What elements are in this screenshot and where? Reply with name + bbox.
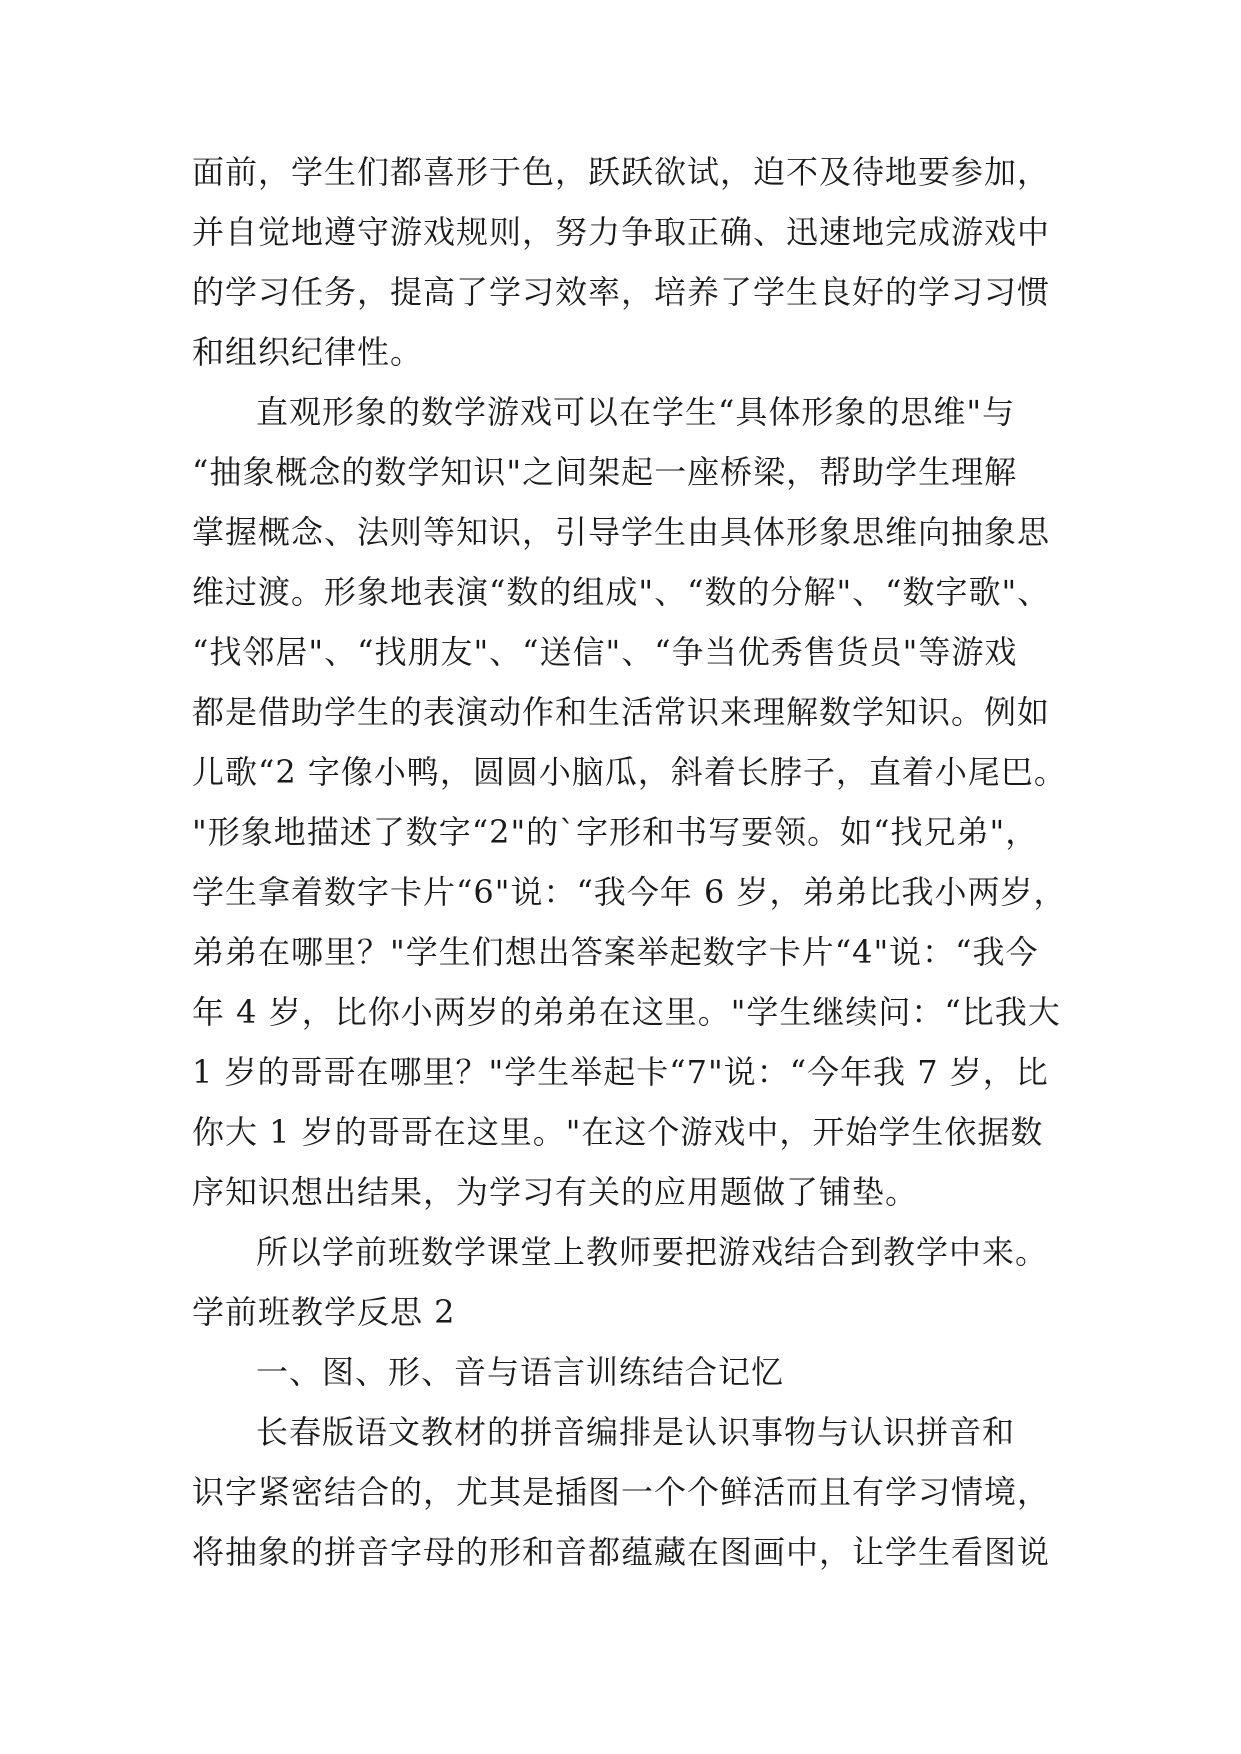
subsection-heading: 一、图、形、音与语言训练结合记忆 bbox=[256, 1353, 785, 1391]
text-line: "形象地描述了数字“2"的`字形和书写要领。如“找兄弟"， bbox=[192, 813, 1039, 851]
text-line: 面前，学生们都喜形于色，跃跃欲试，迫不及待地要参加， bbox=[192, 153, 1051, 191]
paragraph-start-line: 长春版语文教材的拼音编排是认识事物与认识拼音和 bbox=[256, 1413, 1016, 1451]
text-line: 学生拿着数字卡片“6"说：“我今年 6 岁，弟弟比我小两岁， bbox=[192, 873, 1067, 911]
text-line: “抽象概念的数学知识"之间架起一座桥梁，帮助学生理解 bbox=[192, 453, 1018, 491]
section-title: 学前班教学反思 2 bbox=[192, 1293, 456, 1331]
paragraph-start-line: 所以学前班数学课堂上教师要把游戏结合到教学中来。 bbox=[256, 1233, 1049, 1271]
text-line: 掌握概念、法则等知识，引导学生由具体形象思维向抽象思 bbox=[192, 513, 1051, 551]
text-line: 年 4 岁，比你小两岁的弟弟在这里。"学生继续问：“比我大 bbox=[192, 993, 1061, 1031]
text-line: 都是借助学生的表演动作和生活常识来理解数学知识。例如 bbox=[192, 693, 1051, 731]
text-line: 弟弟在哪里？"学生们想出答案举起数字卡片“4"说：“我今 bbox=[192, 933, 1039, 971]
text-line: 识字紧密结合的，尤其是插图一个个鲜活而且有学习情境， bbox=[192, 1473, 1051, 1511]
paragraph-start-line: 直观形象的数学游戏可以在学生“具体形象的思维"与 bbox=[256, 393, 1016, 431]
text-line: 维过渡。形象地表演“数的组成"、“数的分解"、“数字歌"、 bbox=[192, 573, 1051, 611]
text-line: 和组织纪律性。 bbox=[192, 333, 424, 371]
text-line: 并自觉地遵守游戏规则，努力争取正确、迅速地完成游戏中 bbox=[192, 213, 1051, 251]
text-line: 将抽象的拼音字母的形和音都蕴藏在图画中，让学生看图说 bbox=[192, 1533, 1051, 1571]
text-line: 序知识想出结果，为学习有关的应用题做了铺垫。 bbox=[192, 1173, 919, 1211]
text-line: “找邻居"、“找朋友"、“送信"、“争当优秀售货员"等游戏 bbox=[192, 633, 1018, 671]
text-line: 的学习任务，提高了学习效率，培养了学生良好的学习习惯 bbox=[192, 273, 1051, 311]
text-line: 儿歌“2 字像小鸭，圆圆小脑瓜，斜着长脖子，直着小尾巴。 bbox=[192, 753, 1067, 791]
text-line: 1 岁的哥哥在哪里？"学生举起卡“7"说：“今年我 7 岁，比 bbox=[192, 1053, 1049, 1091]
text-line: 你大 1 岁的哥哥在这里。"在这个游戏中，开始学生依据数 bbox=[192, 1113, 1044, 1151]
